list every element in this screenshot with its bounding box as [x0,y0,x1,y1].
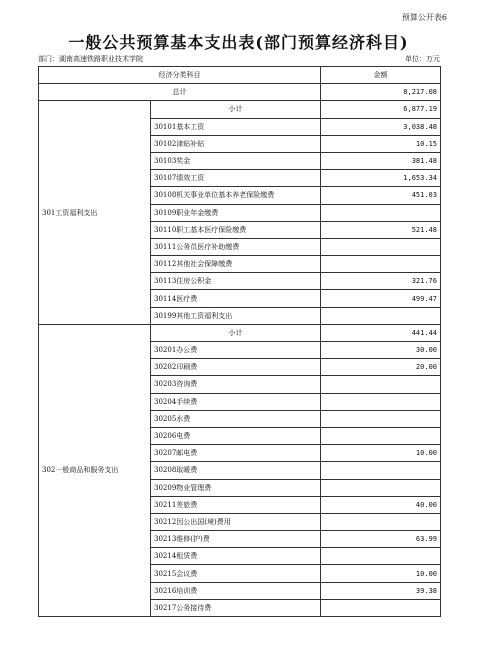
item-amount: 10.00 [321,445,441,462]
item-name: 30112其他社会保障缴费 [151,256,321,273]
total-amount: 8,217.08 [321,84,441,101]
item-name: 30202印刷费 [151,359,321,376]
item-name: 30114医疗费 [151,290,321,307]
item-name: 30103奖金 [151,152,321,169]
item-name: 30199其他工资福利支出 [151,307,321,324]
item-amount: 30.00 [321,342,441,359]
subtotal-amount: 6,877.19 [321,101,441,118]
item-amount [321,376,441,393]
group-subtotal-row [39,101,441,118]
table-number-label: 预算公开表6 [401,13,447,22]
item-amount: 39.38 [321,582,441,599]
department-label: 部门：湖南高速铁路职业技术学院 [38,55,143,63]
item-amount: 499.47 [321,290,441,307]
item-amount: 40.00 [321,496,441,513]
item-name: 30109职业年金缴费 [151,204,321,221]
unit-label: 单位：万元 [405,55,440,63]
item-name: 30110职工基本医疗保险缴费 [151,221,321,238]
item-amount [321,238,441,255]
item-name: 30206电费 [151,427,321,444]
item-amount [321,599,441,616]
item-name: 30101基本工资 [151,118,321,135]
item-amount: 10.00 [321,565,441,582]
item-amount: 3,038.48 [321,118,441,135]
item-name: 30212因公出国(境)费用 [151,513,321,530]
group-name: 301工资福利支出 [39,101,151,324]
item-amount: 451.03 [321,187,441,204]
meta-row [38,54,440,64]
item-name: 30204手续费 [151,393,321,410]
item-amount: 10.15 [321,135,441,152]
item-name: 30102津贴补贴 [151,135,321,152]
budget-table-body [39,67,441,617]
item-amount [321,393,441,410]
item-amount [321,548,441,565]
item-name: 30201办公费 [151,342,321,359]
item-name: 30217公务接待费 [151,599,321,616]
group-subtotal-row [39,324,441,341]
item-name: 30205水费 [151,410,321,427]
group-name: 302一般商品和服务支出 [39,324,151,616]
item-name: 30111公务员医疗补助缴费 [151,238,321,255]
item-amount [321,204,441,221]
item-name: 30203咨询费 [151,376,321,393]
item-name: 30216培训费 [151,582,321,599]
total-label: 总计 [39,84,321,101]
header-category: 经济分类科目 [39,67,321,84]
item-amount [321,410,441,427]
item-name: 30108机关事业单位基本养老保险缴费 [151,187,321,204]
item-amount: 20.00 [321,359,441,376]
item-amount: 381.48 [321,152,441,169]
item-name: 30215会议费 [151,565,321,582]
item-amount: 521.48 [321,221,441,238]
item-amount [321,427,441,444]
subtotal-amount: 441.44 [321,324,441,341]
subtotal-label: 小计 [151,101,321,118]
item-amount [321,256,441,273]
total-row [39,84,441,101]
item-name: 30211差旅费 [151,496,321,513]
item-amount [321,479,441,496]
page-title: 一般公共预算基本支出表(部门预算经济科目) [68,33,409,52]
header-amount: 金额 [321,67,441,84]
item-amount [321,462,441,479]
item-amount [321,513,441,530]
item-name: 30207邮电费 [151,445,321,462]
item-name: 30214租赁费 [151,548,321,565]
item-name: 30209物业管理费 [151,479,321,496]
item-amount [321,307,441,324]
item-amount: 63.99 [321,531,441,548]
item-name: 30113住房公积金 [151,273,321,290]
budget-table [38,66,441,617]
item-name: 30107绩效工资 [151,170,321,187]
item-name: 30213维修(护)费 [151,531,321,548]
subtotal-label: 小计 [151,324,321,341]
item-amount: 321.76 [321,273,441,290]
item-name: 30208取暖费 [151,462,321,479]
header-row [39,67,441,84]
item-amount: 1,653.34 [321,170,441,187]
